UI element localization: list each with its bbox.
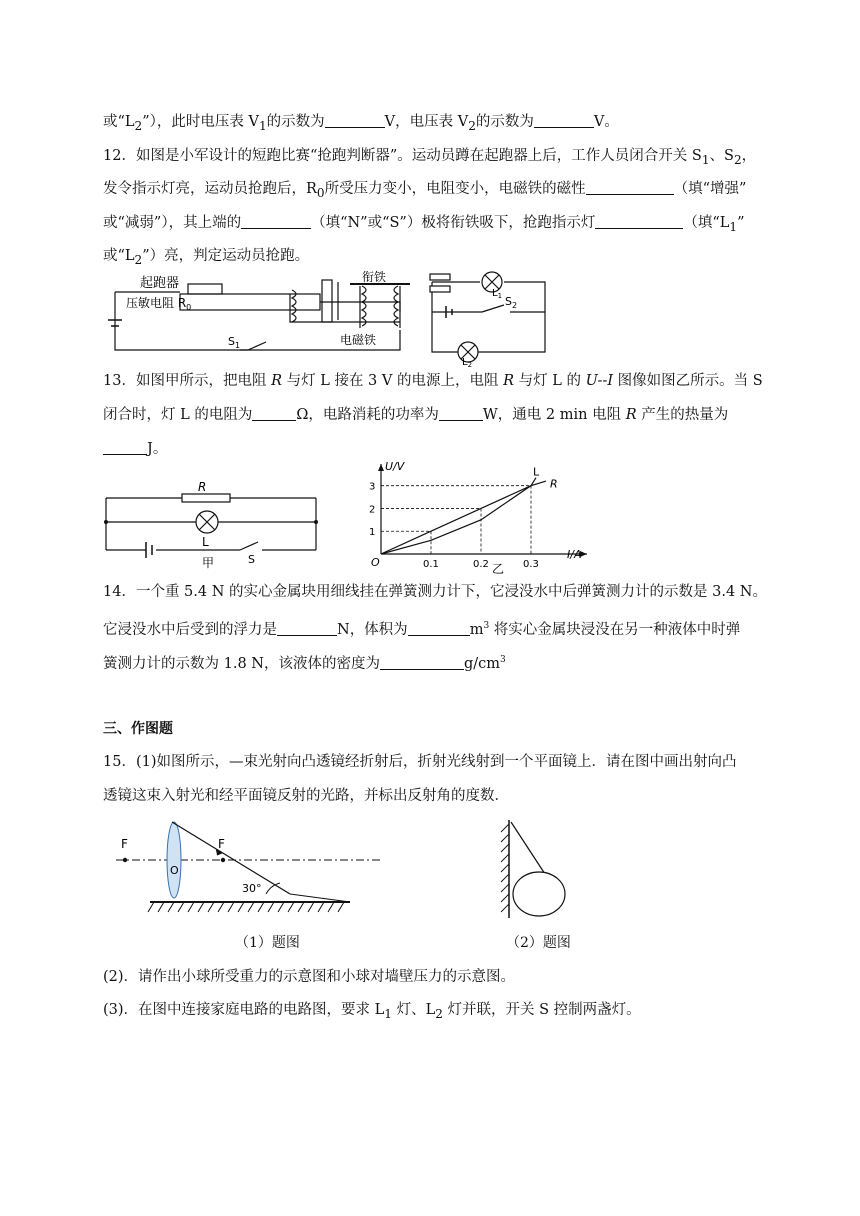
q15-line-1: 15．(1)如图所示，—束光射向凸透镜经折射后，折射光线射到一个平面镜上．请在图中画出射向凸: [103, 754, 737, 770]
q12-line-3: 或“减弱”），其上端的 （填“N”或“S”）极将衔铁吸下，抢跑指示灯 （填“$L_1$”: [103, 215, 745, 234]
label-diancitie: 电磁铁: [340, 333, 377, 347]
q13-line-2: 闭合时，灯 L 的电阻为 Ω，电路消耗的功率为 W，通电 2 min 电阻 R 产生的热量为: [103, 407, 729, 423]
answer-blank[interactable]: [252, 406, 296, 421]
q15-part-3: (3)．在图中连接家庭电路的电路图，要求 $L_1$ 灯、$L_2$ 灯并联，开关 S 控制两盏灯。: [103, 1002, 641, 1021]
q13-line-1: 13．如图甲所示，把电阻 R 与灯 L 接在 3 V 的电源上，电阻 R 与灯 L 的 U--I 图像如图乙所示。当 S: [103, 373, 763, 389]
answer-blank[interactable]: [103, 440, 147, 455]
label-l2: $L_2$: [462, 357, 473, 369]
label-o: O: [170, 864, 179, 877]
caption-fig2: （2）题图: [506, 935, 571, 951]
label-yamin: 压敏电阻 $R_0$: [126, 296, 192, 312]
y-tick-label: 1: [369, 527, 376, 539]
q14-line-1: 14．一个重 5.4 N 的实心金属块用细线挂在弹簧测力计下，它浸没水中后弹簧测力计的示数是 3.4 N。: [103, 584, 767, 600]
q14-line-2: 它浸没水中后受到的浮力是 N，体积为 $m^3$ 将实心金属块浸没在另一种液体中时弹: [103, 621, 741, 638]
series-r-label: R: [550, 477, 558, 491]
x-axis-label: I/A: [567, 548, 582, 561]
label-s1: $S_1$: [228, 335, 241, 350]
y-tick-label: 2: [369, 504, 376, 516]
q11-tail: 或“$L_2$”），此时电压表 $V_1$的示数为 V，电压表 $V_2$的示数为 V。: [103, 114, 619, 133]
answer-blank[interactable]: [586, 180, 674, 195]
q15-part-2: (2)．请作出小球所受重力的示意图和小球对墙壁压力的示意图。: [103, 969, 516, 985]
q15-lens-figure: [110, 818, 390, 918]
answer-blank[interactable]: [408, 621, 470, 636]
caption-yi: 乙: [492, 562, 505, 576]
q15-ball-figure: [495, 818, 575, 922]
label-s2: $S_2$: [505, 295, 518, 310]
label-f-right: F: [218, 837, 225, 851]
y-axis-arrow: [378, 464, 384, 471]
q12-line-1: 12．如图是小军设计的短跑比赛“抢跑判断器”。运动员蹲在起跑器上后，工作人员闭合开关 $S_1$、$S_2$，: [103, 148, 757, 167]
q12-circuit-figure: [100, 270, 560, 369]
section-heading: 三、作图题: [103, 721, 173, 737]
x-tick-label: 0.3: [523, 559, 539, 570]
q14-line-3: 簧测力计的示数为 1.8 N，该液体的密度为 $g/cm^3$: [103, 655, 506, 672]
q13-line-3: J。: [103, 439, 167, 459]
label-l: L: [202, 535, 209, 549]
caption-fig1: （1）题图: [235, 935, 300, 951]
label-s: S: [248, 553, 255, 566]
series-l-line: [381, 478, 536, 554]
answer-blank[interactable]: [595, 214, 683, 229]
x-tick-label: 0.1: [423, 559, 439, 570]
q13-ui-chart: [345, 460, 595, 576]
answer-blank[interactable]: [241, 214, 311, 229]
label-r: R: [198, 480, 207, 494]
label-l1: $L_1$: [492, 288, 503, 300]
label-angle: 30°: [242, 882, 262, 895]
caption-jia: 甲: [202, 556, 215, 570]
answer-blank[interactable]: [534, 113, 594, 128]
label-xiantie: 衔铁: [362, 270, 387, 284]
label-qipaoqi: 起跑器: [140, 276, 180, 291]
origin-label: O: [371, 556, 380, 569]
y-tick-label: 3: [369, 481, 376, 493]
q15-line-2: 透镜这束入射光和经平面镜反射的光路，并标出反射角的度数．: [103, 788, 509, 804]
q13-circuit-figure: [100, 480, 325, 570]
series-l-label: L: [533, 465, 540, 479]
q12-line-2: 发令指示灯亮，运动员抢跑后，$R_0$所受压力变小，电阻变小，电磁铁的磁性 （填“增强”: [103, 181, 747, 200]
q12-line-4: 或“$L_2$”）亮，判定运动员抢跑。: [103, 248, 310, 267]
answer-blank[interactable]: [277, 621, 337, 636]
label-f-left: F: [121, 837, 128, 851]
answer-blank[interactable]: [380, 655, 464, 670]
y-axis-label: U/V: [385, 460, 405, 473]
answer-blank[interactable]: [325, 113, 385, 128]
x-tick-label: 0.2: [473, 559, 489, 570]
answer-blank[interactable]: [439, 406, 483, 421]
